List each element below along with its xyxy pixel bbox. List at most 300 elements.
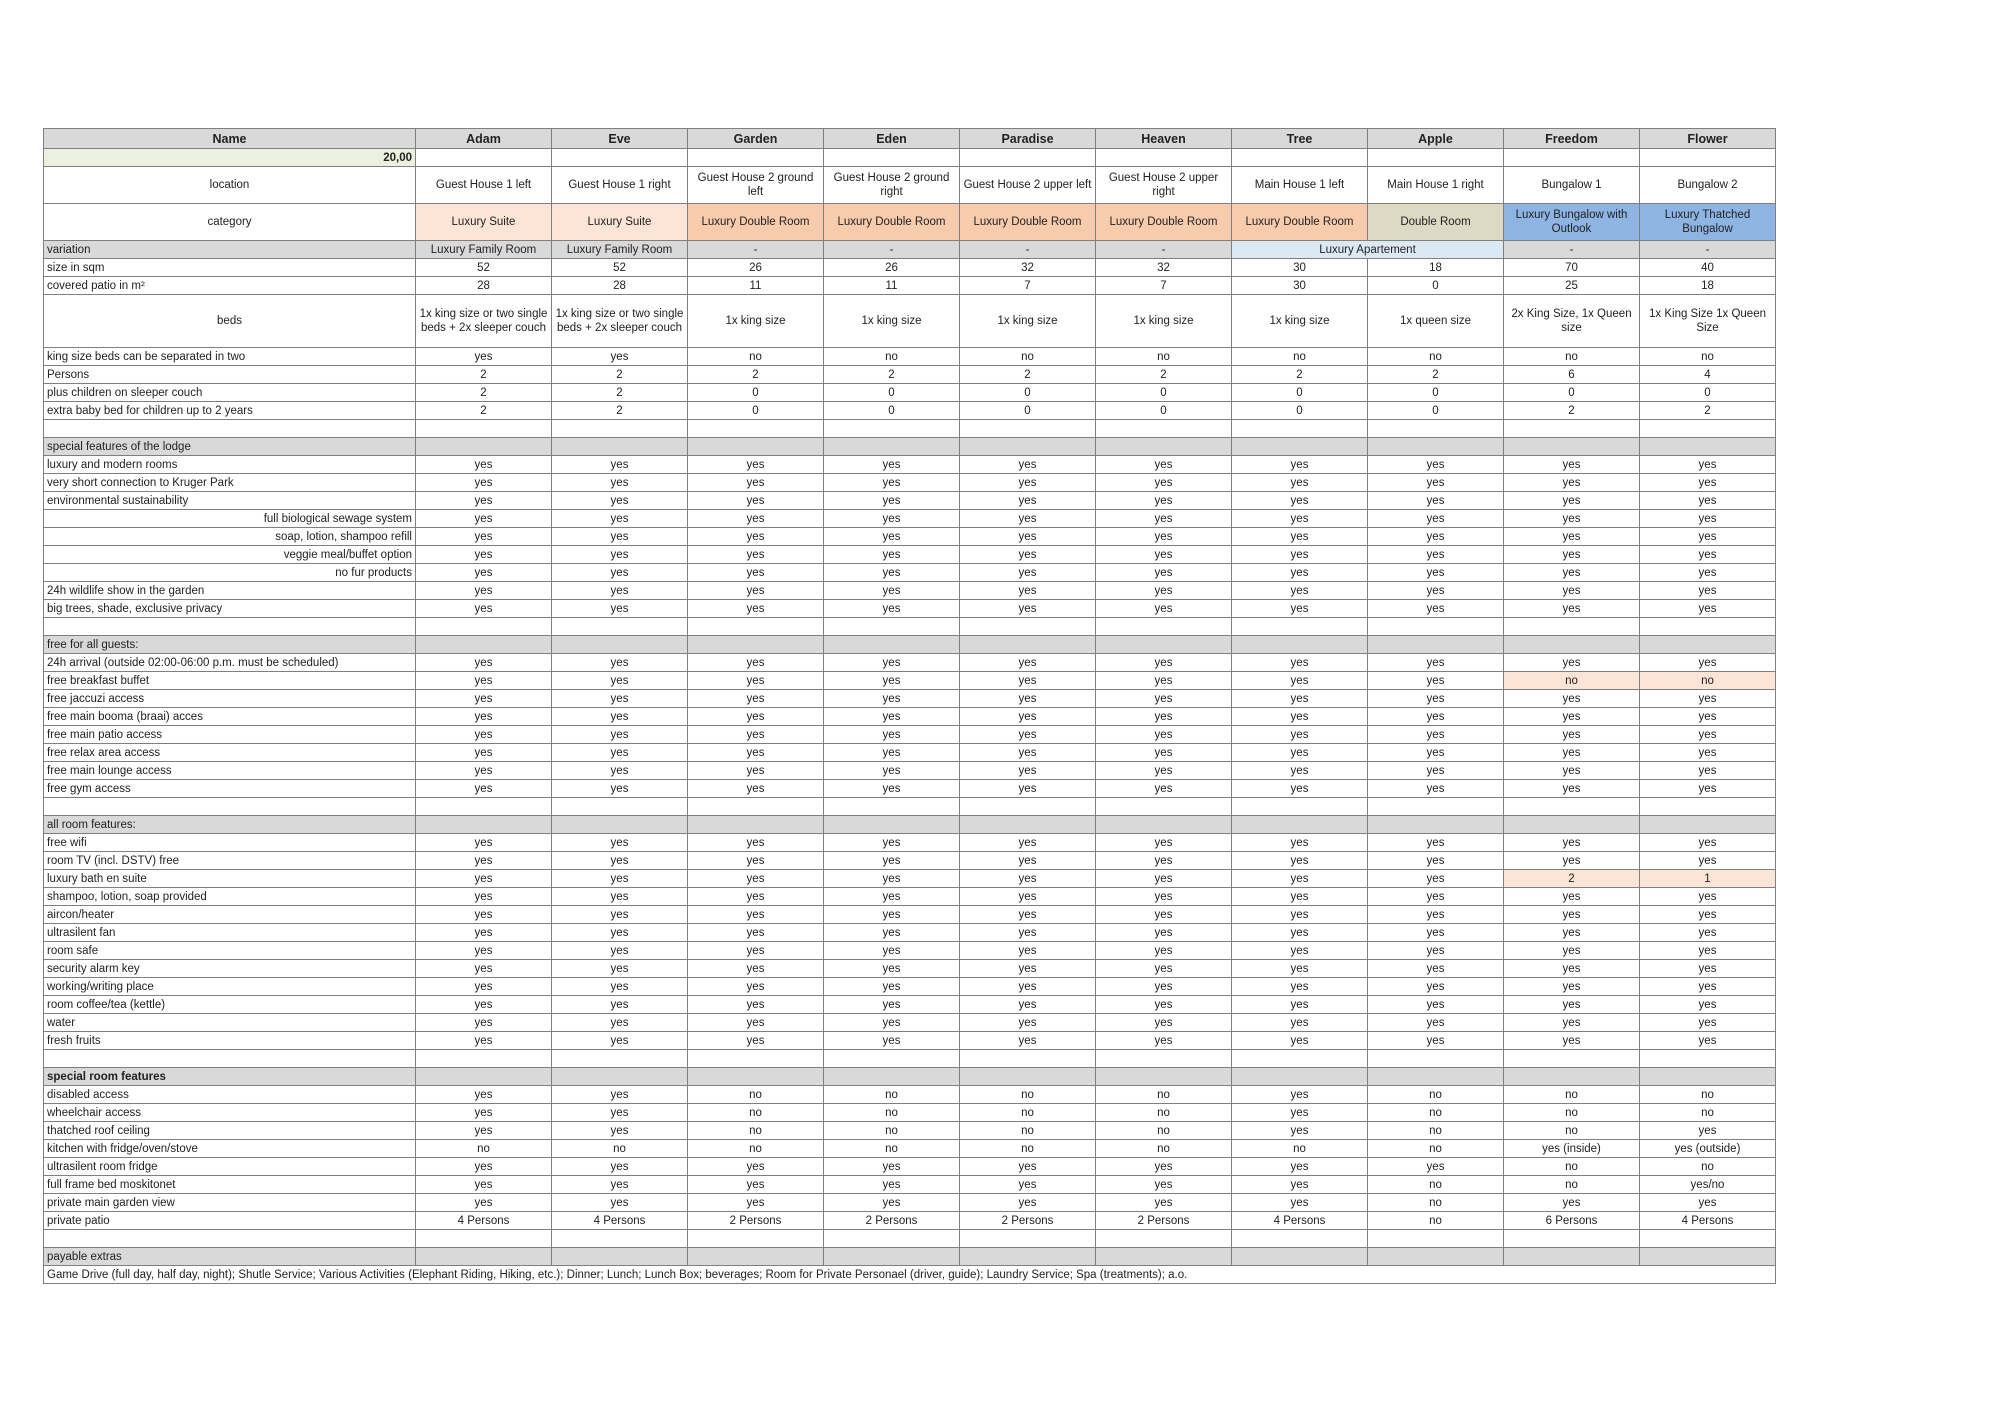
value-cell: yes: [1232, 546, 1368, 564]
value-cell: yes: [688, 654, 824, 672]
empty-cell: [552, 438, 688, 456]
value-cell: yes: [552, 654, 688, 672]
value-cell: yes: [1232, 690, 1368, 708]
row-label: size in sqm: [44, 259, 416, 277]
value-cell: yes: [960, 474, 1096, 492]
value-cell: yes: [688, 762, 824, 780]
value-cell: yes: [960, 1176, 1096, 1194]
data-row: [44, 259, 1776, 277]
row-label: soap, lotion, shampoo refill: [44, 528, 416, 546]
empty-cell: [1368, 438, 1504, 456]
value-cell: yes: [688, 870, 824, 888]
value-cell: yes: [824, 1014, 960, 1032]
value-cell: no: [416, 1140, 552, 1158]
beds-cell: 1x king size or two single beds + 2x sleeper couch: [416, 295, 552, 348]
value-cell: no: [552, 1140, 688, 1158]
value-cell: no: [824, 1086, 960, 1104]
beds-cell: 2x King Size, 1x Queen size: [1504, 295, 1640, 348]
empty-cell: [824, 1050, 960, 1068]
data-row: [44, 672, 1776, 690]
data-row: [44, 474, 1776, 492]
value-cell: yes: [1096, 1032, 1232, 1050]
value-cell: yes: [552, 1122, 688, 1140]
value-cell: no: [960, 1140, 1096, 1158]
value-cell: yes: [1368, 726, 1504, 744]
section-header-row: [44, 816, 1776, 834]
row-label: variation: [44, 241, 416, 259]
value-cell: yes: [824, 978, 960, 996]
empty-cell: [1640, 1230, 1776, 1248]
value-cell: yes: [552, 708, 688, 726]
row-label: shampoo, lotion, soap provided: [44, 888, 416, 906]
value-cell: yes: [960, 654, 1096, 672]
value-cell: yes: [1368, 528, 1504, 546]
value-cell: yes: [1096, 996, 1232, 1014]
location-cell: Main House 1 right: [1368, 167, 1504, 204]
value-cell: yes: [1640, 744, 1776, 762]
empty-cell: [1640, 438, 1776, 456]
value-cell: yes: [960, 582, 1096, 600]
value-cell: yes: [960, 492, 1096, 510]
empty-cell: [1368, 1050, 1504, 1068]
value-cell: yes: [416, 996, 552, 1014]
value-cell: yes: [416, 1032, 552, 1050]
row-label: private main garden view: [44, 1194, 416, 1212]
section-title: payable extras: [44, 1248, 416, 1266]
empty-cell: [824, 438, 960, 456]
value-cell: yes: [960, 726, 1096, 744]
value-cell: yes: [416, 564, 552, 582]
empty-cell: [552, 816, 688, 834]
empty-cell: [1504, 1248, 1640, 1266]
value-cell: yes: [552, 780, 688, 798]
value-cell: yes: [824, 762, 960, 780]
value-cell: 2: [1368, 366, 1504, 384]
value-cell: yes: [1096, 888, 1232, 906]
location-cell: Bungalow 2: [1640, 167, 1776, 204]
value-cell: yes: [1232, 762, 1368, 780]
value-cell: yes: [416, 906, 552, 924]
value-cell: no: [1368, 1176, 1504, 1194]
empty-cell: [1640, 1068, 1776, 1086]
empty-cell: [1096, 420, 1232, 438]
empty-cell: [1504, 636, 1640, 654]
value-cell: yes: [1232, 654, 1368, 672]
section-title: special features of the lodge: [44, 438, 416, 456]
value-cell: no: [688, 1086, 824, 1104]
data-row: [44, 924, 1776, 942]
value-cell: yes: [1232, 960, 1368, 978]
value-cell: yes: [960, 672, 1096, 690]
value-cell: yes/no: [1640, 1176, 1776, 1194]
value-cell: yes: [688, 996, 824, 1014]
value-cell: yes: [552, 1086, 688, 1104]
empty-cell: [960, 1050, 1096, 1068]
value-cell: 30: [1232, 259, 1368, 277]
value-cell: yes: [960, 1032, 1096, 1050]
empty-cell: [1504, 149, 1640, 167]
data-row: [44, 942, 1776, 960]
row-label: 24h wildlife show in the garden: [44, 582, 416, 600]
value-cell: yes: [1368, 474, 1504, 492]
row-label: free main patio access: [44, 726, 416, 744]
section-header-row: [44, 438, 1776, 456]
value-cell: no: [1096, 1122, 1232, 1140]
value-cell: yes: [824, 780, 960, 798]
value-cell: yes: [688, 744, 824, 762]
value-cell: yes: [1096, 510, 1232, 528]
value-cell: yes: [1096, 600, 1232, 618]
data-row: [44, 960, 1776, 978]
value-cell: yes: [552, 510, 688, 528]
value-cell: yes: [1368, 960, 1504, 978]
empty-cell: [552, 798, 688, 816]
value-cell: 7: [960, 277, 1096, 295]
value-cell: yes: [1368, 762, 1504, 780]
value-cell: yes: [1232, 1104, 1368, 1122]
room-header: Eden: [824, 129, 960, 149]
value-cell: yes: [1504, 726, 1640, 744]
value-cell: 0: [688, 402, 824, 420]
empty-cell: [688, 618, 824, 636]
empty-cell: [1096, 1248, 1232, 1266]
room-header: Freedom: [1504, 129, 1640, 149]
value-cell: yes: [1096, 708, 1232, 726]
value-cell: yes: [552, 1014, 688, 1032]
value-cell: yes: [1368, 582, 1504, 600]
category-cell: Double Room: [1368, 204, 1504, 241]
value-cell: no: [1504, 1176, 1640, 1194]
value-cell: no: [824, 1104, 960, 1122]
value-cell: yes: [1504, 690, 1640, 708]
blank-row: [44, 618, 1776, 636]
value-cell: yes: [416, 1086, 552, 1104]
beds-row: [44, 295, 1776, 348]
value-cell: yes: [960, 978, 1096, 996]
empty-cell: [824, 1230, 960, 1248]
value-cell: yes: [1640, 762, 1776, 780]
beds-cell: 1x queen size: [1368, 295, 1504, 348]
value-cell: no: [1368, 1212, 1504, 1230]
value-cell: yes: [416, 960, 552, 978]
value-cell: yes: [824, 582, 960, 600]
location-cell: Main House 1 left: [1232, 167, 1368, 204]
value-cell: yes: [1232, 942, 1368, 960]
beds-cell: 1x king size: [688, 295, 824, 348]
empty-cell: [824, 420, 960, 438]
category-cell: Luxury Double Room: [824, 204, 960, 241]
value-cell: yes: [1368, 564, 1504, 582]
empty-cell: [1096, 438, 1232, 456]
value-cell: yes: [824, 852, 960, 870]
value-cell: yes: [1640, 1014, 1776, 1032]
empty-cell: [1504, 1050, 1640, 1068]
value-cell: yes: [1504, 834, 1640, 852]
value-cell: yes: [1096, 906, 1232, 924]
value-cell: 2 Persons: [824, 1212, 960, 1230]
row-label: no fur products: [44, 564, 416, 582]
empty-cell: [824, 1068, 960, 1086]
empty-cell: [1368, 618, 1504, 636]
data-row: [44, 528, 1776, 546]
row-label: aircon/heater: [44, 906, 416, 924]
value-cell: yes: [552, 672, 688, 690]
value-cell: yes: [1232, 528, 1368, 546]
value-cell: yes: [1504, 960, 1640, 978]
value-cell: yes: [824, 600, 960, 618]
value-cell: yes: [824, 942, 960, 960]
value-cell: no: [1232, 348, 1368, 366]
value-cell: no: [960, 1122, 1096, 1140]
data-row: [44, 456, 1776, 474]
location-row: [44, 167, 1776, 204]
value-cell: no: [1504, 1158, 1640, 1176]
data-row: [44, 1176, 1776, 1194]
value-cell: yes: [1640, 978, 1776, 996]
value-cell: 7: [1096, 277, 1232, 295]
value-cell: 2: [1504, 870, 1640, 888]
empty-cell: [688, 816, 824, 834]
value-cell: yes: [960, 744, 1096, 762]
value-cell: yes: [1096, 1176, 1232, 1194]
data-row: [44, 600, 1776, 618]
value-cell: yes: [1232, 906, 1368, 924]
value-cell: yes: [824, 924, 960, 942]
value-cell: no: [688, 1122, 824, 1140]
value-cell: yes: [688, 852, 824, 870]
value-cell: 28: [416, 277, 552, 295]
data-row: [44, 978, 1776, 996]
row-label: room safe: [44, 942, 416, 960]
value-cell: yes: [552, 978, 688, 996]
value-cell: yes: [552, 492, 688, 510]
value-cell: yes: [1640, 888, 1776, 906]
row-label: free wifi: [44, 834, 416, 852]
value-cell: yes: [1368, 654, 1504, 672]
empty-cell: [416, 420, 552, 438]
empty-cell: [1504, 1068, 1640, 1086]
value-cell: yes: [1640, 600, 1776, 618]
value-cell: no: [1368, 1086, 1504, 1104]
category-cell: Luxury Double Room: [1232, 204, 1368, 241]
empty-cell: [1096, 1068, 1232, 1086]
row-label: free breakfast buffet: [44, 672, 416, 690]
value-cell: yes: [960, 708, 1096, 726]
value-cell: yes: [688, 1194, 824, 1212]
location-cell: Guest House 1 right: [552, 167, 688, 204]
value-cell: yes: [960, 762, 1096, 780]
value-cell: yes: [552, 744, 688, 762]
value-cell: yes: [688, 1176, 824, 1194]
value-cell: no: [1368, 348, 1504, 366]
row-label: working/writing place: [44, 978, 416, 996]
value-cell: 2: [552, 384, 688, 402]
empty-cell: [552, 1068, 688, 1086]
value-cell: 18: [1640, 277, 1776, 295]
value-cell: yes: [824, 906, 960, 924]
variation-cell: -: [1640, 241, 1776, 259]
value-cell: yes: [1640, 942, 1776, 960]
value-cell: yes: [824, 834, 960, 852]
empty-cell: [960, 618, 1096, 636]
value-cell: 0: [1096, 402, 1232, 420]
value-cell: 2: [416, 366, 552, 384]
empty-cell: [824, 149, 960, 167]
row-label: environmental sustainability: [44, 492, 416, 510]
value-cell: yes: [416, 744, 552, 762]
empty-cell: [1640, 816, 1776, 834]
value-cell: no: [824, 1140, 960, 1158]
value-cell: yes: [552, 582, 688, 600]
row-label: extra baby bed for children up to 2 years: [44, 402, 416, 420]
value-cell: no: [824, 348, 960, 366]
row-label: 24h arrival (outside 02:00-06:00 p.m. must be scheduled): [44, 654, 416, 672]
value-cell: yes: [1504, 456, 1640, 474]
value-cell: yes: [1504, 1014, 1640, 1032]
value-cell: yes: [688, 510, 824, 528]
value-cell: yes (outside): [1640, 1140, 1776, 1158]
empty-cell: [416, 1068, 552, 1086]
value-cell: no: [1368, 1122, 1504, 1140]
location-cell: Guest House 2 upper left: [960, 167, 1096, 204]
value-cell: yes: [1232, 888, 1368, 906]
value-cell: 0: [960, 402, 1096, 420]
empty-cell: [1640, 798, 1776, 816]
value-cell: no: [688, 348, 824, 366]
value-cell: yes: [552, 1194, 688, 1212]
value-cell: yes: [960, 888, 1096, 906]
empty-cell: [416, 438, 552, 456]
value-cell: 2: [1640, 402, 1776, 420]
value-cell: yes: [1232, 1014, 1368, 1032]
row-label: free main booma (braai) acces: [44, 708, 416, 726]
value-cell: yes: [1640, 726, 1776, 744]
value-cell: 0: [1232, 384, 1368, 402]
value-cell: yes: [1368, 888, 1504, 906]
value-cell: yes: [1232, 492, 1368, 510]
data-row: [44, 1140, 1776, 1158]
value-cell: yes: [1096, 654, 1232, 672]
value-cell: yes: [1232, 1086, 1368, 1104]
value-cell: no: [960, 348, 1096, 366]
category-cell: Luxury Double Room: [960, 204, 1096, 241]
value-cell: yes: [416, 852, 552, 870]
empty-cell: [1368, 149, 1504, 167]
row-label: covered patio in m²: [44, 277, 416, 295]
value-cell: yes: [960, 1194, 1096, 1212]
value-cell: yes: [1368, 834, 1504, 852]
value-cell: yes: [552, 690, 688, 708]
variation-cell: -: [1096, 241, 1232, 259]
value-cell: yes: [1640, 852, 1776, 870]
value-cell: no: [1640, 1158, 1776, 1176]
value-cell: yes: [416, 708, 552, 726]
value-cell: yes: [1096, 726, 1232, 744]
value-cell: yes: [1368, 492, 1504, 510]
value-cell: yes: [416, 456, 552, 474]
value-cell: yes: [824, 744, 960, 762]
value-cell: yes: [1096, 672, 1232, 690]
value-cell: yes: [1232, 708, 1368, 726]
row-label: water: [44, 1014, 416, 1032]
value-cell: 6: [1504, 366, 1640, 384]
empty-cell: [552, 636, 688, 654]
value-cell: yes: [552, 546, 688, 564]
value-cell: yes: [1096, 564, 1232, 582]
data-row: [44, 870, 1776, 888]
value-cell: yes: [824, 456, 960, 474]
value-cell: 2: [1504, 402, 1640, 420]
value-cell: 2: [552, 366, 688, 384]
value-cell: yes: [552, 1176, 688, 1194]
value-cell: yes: [1232, 924, 1368, 942]
value-cell: yes: [824, 888, 960, 906]
variation-cell: Luxury Apartement: [1232, 241, 1504, 259]
empty-cell: [1096, 1230, 1232, 1248]
value-cell: yes: [1504, 924, 1640, 942]
data-row: [44, 366, 1776, 384]
beds-cell: 1x king size or two single beds + 2x sleeper couch: [552, 295, 688, 348]
empty-cell: [1640, 1248, 1776, 1266]
value-cell: yes: [416, 1122, 552, 1140]
value-cell: yes: [960, 1158, 1096, 1176]
value-cell: yes: [1640, 960, 1776, 978]
value-cell: yes: [416, 654, 552, 672]
value-cell: yes: [1640, 582, 1776, 600]
value-cell: 0: [824, 402, 960, 420]
value-cell: yes: [824, 1032, 960, 1050]
empty-cell: [1504, 438, 1640, 456]
empty-cell: [824, 618, 960, 636]
value-cell: yes: [1232, 510, 1368, 528]
beds-cell: 1x king size: [1096, 295, 1232, 348]
value-cell: yes: [1368, 780, 1504, 798]
value-cell: yes: [1232, 1194, 1368, 1212]
empty-cell: [824, 636, 960, 654]
value-cell: yes: [824, 672, 960, 690]
value-cell: yes: [1096, 924, 1232, 942]
empty-cell: [1232, 618, 1368, 636]
value-cell: yes: [688, 708, 824, 726]
row-label: ultrasilent room fridge: [44, 1158, 416, 1176]
value-cell: 70: [1504, 259, 1640, 277]
value-cell: no: [1096, 1140, 1232, 1158]
value-cell: yes: [1232, 600, 1368, 618]
value-cell: yes: [1232, 582, 1368, 600]
value-cell: yes: [1640, 510, 1776, 528]
value-cell: yes: [824, 708, 960, 726]
value-cell: yes: [1096, 1014, 1232, 1032]
value-cell: no: [1096, 1104, 1232, 1122]
value-cell: yes: [552, 924, 688, 942]
value-cell: yes: [688, 906, 824, 924]
value-cell: yes: [552, 870, 688, 888]
value-cell: yes: [1640, 654, 1776, 672]
value-cell: yes: [1096, 942, 1232, 960]
value-cell: yes: [1640, 564, 1776, 582]
value-cell: yes: [1232, 1158, 1368, 1176]
value-cell: yes: [960, 456, 1096, 474]
value-cell: yes: [416, 510, 552, 528]
data-row: [44, 1086, 1776, 1104]
value-cell: yes: [1640, 780, 1776, 798]
value-cell: yes: [824, 510, 960, 528]
value-cell: yes: [1096, 492, 1232, 510]
value-cell: yes: [1504, 942, 1640, 960]
value-cell: yes: [416, 1104, 552, 1122]
value-cell: yes: [960, 852, 1096, 870]
value-cell: yes: [552, 348, 688, 366]
